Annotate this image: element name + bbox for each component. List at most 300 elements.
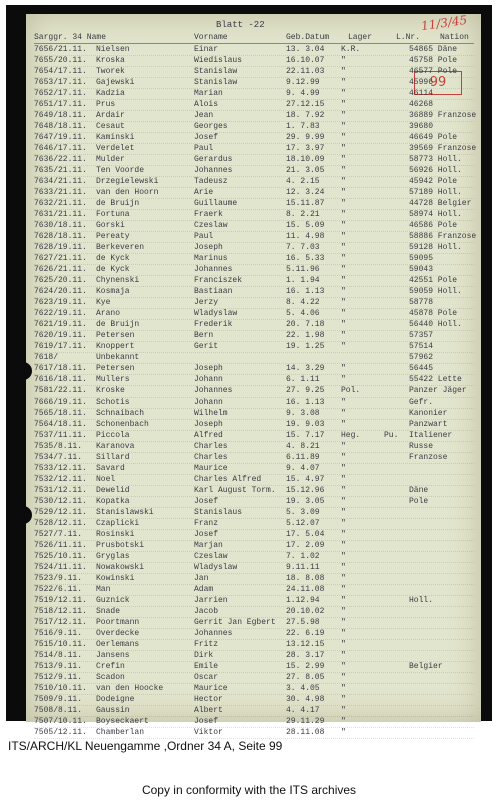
ledger-cell: Prusbotski <box>96 540 145 550</box>
ledger-row <box>34 618 474 629</box>
ledger-cell: " <box>341 716 346 726</box>
ledger-cell: Petersen <box>96 331 135 341</box>
ledger-cell: Johannes <box>194 265 233 275</box>
ledger-cell: Guznick <box>96 595 130 605</box>
ledger-cell: Dirk <box>194 650 214 660</box>
ledger-cell: 16. 1.13 <box>286 287 325 297</box>
ledger-cell: 7532/12.11. <box>34 474 87 484</box>
ledger-cell: Wilhelm <box>194 408 228 418</box>
ledger-cell: Maurice <box>194 463 228 473</box>
ledger-cell: 17. 2.09 <box>286 540 325 550</box>
ledger-cell: " <box>341 210 346 220</box>
ledger-row <box>34 662 474 673</box>
ledger-cell: Josef <box>194 133 219 143</box>
ledger-cell: 57962 <box>409 353 434 363</box>
ledger-cell: Adam <box>194 584 214 594</box>
ledger-cell: " <box>341 133 346 143</box>
ledger-cell: 56926 Holl. <box>409 166 462 176</box>
ledger-cell: 45996 <box>409 78 434 88</box>
ledger-cell: Chynenski <box>96 276 140 286</box>
ledger-cell: Stanislaw <box>194 67 238 77</box>
ledger-cell: 46577 Pole <box>409 67 458 77</box>
ledger-cell: " <box>341 188 346 198</box>
ledger-cell: 27.5.98 <box>286 617 320 627</box>
ledger-cell: 22. 6.19 <box>286 628 325 638</box>
ledger-cell: 19. 9.03 <box>286 419 325 429</box>
ledger-cell: Chamberlan <box>96 727 145 737</box>
ledger-cell: 7616/18.11. <box>34 375 87 385</box>
ledger-cell: Fortuna <box>96 210 130 220</box>
ledger-row <box>34 56 474 67</box>
ledger-cell: 13. 3.04 <box>286 45 325 54</box>
ledger-cell: 30. 4.98 <box>286 694 325 704</box>
ledger-cell: 7666/19.11. <box>34 397 87 407</box>
ledger-cell: 45758 Pole <box>409 56 458 66</box>
ledger-row <box>34 684 474 695</box>
ledger-cell: " <box>341 540 346 550</box>
ledger-cell: Guillaume <box>194 199 238 209</box>
ledger-cell: Pol. <box>341 386 361 396</box>
ledger-cell: Viktor <box>194 727 223 737</box>
ledger-cell: 5.11.96 <box>286 265 320 275</box>
ledger-cell: Sillard <box>96 452 130 462</box>
ledger-cell: Kosmaja <box>96 287 130 297</box>
ledger-cell: Pole <box>409 496 429 506</box>
ledger-cell: 16. 5.33 <box>286 254 325 264</box>
ledger-cell: Kaminski <box>96 133 135 143</box>
ledger-cell: " <box>341 694 346 704</box>
ledger-cell: Tworek <box>96 67 125 77</box>
ledger-cell: 57357 <box>409 331 434 341</box>
header-lager: Lager <box>348 33 373 42</box>
ledger-cell: " <box>341 298 346 308</box>
ledger-cell: 59095 <box>409 254 434 264</box>
ledger-cell: " <box>341 639 346 649</box>
ledger-cell: 46586 Pole <box>409 221 458 231</box>
ledger-cell: 7513/9.11. <box>34 661 83 671</box>
punch-hole <box>14 506 32 524</box>
ledger-cell: Arie <box>194 188 214 198</box>
ledger-cell: 7519/12.11. <box>34 595 87 605</box>
ledger-cell: 11. 4.98 <box>286 232 325 242</box>
ledger-cell: 7626/21.11. <box>34 265 87 275</box>
ledger-row <box>34 530 474 541</box>
ledger-cell: 55422 Lette <box>409 375 462 385</box>
ledger-cell: 39680 <box>409 122 434 132</box>
ledger-cell: Rosinski <box>96 529 135 539</box>
ledger-cell: 9. 4.07 <box>286 463 320 473</box>
ledger-cell: " <box>341 166 346 176</box>
ledger-cell: 7525/10.11. <box>34 551 87 561</box>
ledger-cell: Pereaty <box>96 232 130 242</box>
ledger-cell: 7509/9.11. <box>34 694 83 704</box>
ledger-cell: 7655/20.11. <box>34 56 87 66</box>
ledger-cell: " <box>341 265 346 275</box>
ledger-row <box>34 276 474 287</box>
ledger-cell: Jansens <box>96 650 130 660</box>
ledger-cell: Kopatka <box>96 496 130 506</box>
ledger-cell: K.R. <box>341 45 361 54</box>
ledger-cell: Man <box>96 584 111 594</box>
ledger-row <box>34 629 474 640</box>
ledger-cell: 1. 7.83 <box>286 122 320 132</box>
ledger-cell: 7524/11.11. <box>34 562 87 572</box>
ledger-row <box>34 651 474 662</box>
ledger-cell: 7632/21.11. <box>34 199 87 209</box>
ledger-cell: Oscar <box>194 672 219 682</box>
ledger-row <box>34 166 474 177</box>
ledger-cell: 45878 Pole <box>409 309 458 319</box>
ledger-row <box>34 442 474 453</box>
ledger-cell: 9. 3.08 <box>286 408 320 418</box>
ledger-cell: 7565/18.11. <box>34 408 87 418</box>
ledger-cell: 5. 4.06 <box>286 309 320 319</box>
ledger-cell: Panzer Jäger <box>409 386 467 396</box>
ledger-cell: 7. 1.02 <box>286 551 320 561</box>
ledger-row <box>34 287 474 298</box>
ledger-row <box>34 486 474 497</box>
ledger-cell: 27. 8.05 <box>286 672 325 682</box>
ledger-row <box>34 353 474 364</box>
ledger-cell: Jacob <box>194 606 219 616</box>
ledger-cell: 7508/8.11. <box>34 705 83 715</box>
ledger-cell: Paul <box>194 232 214 242</box>
ledger-cell: Petersen <box>96 364 135 374</box>
ledger-cell: 16.10.07 <box>286 56 325 66</box>
ledger-cell: 59043 <box>409 265 434 275</box>
ledger-row <box>34 464 474 475</box>
ledger-cell: 8. 4.22 <box>286 298 320 308</box>
ledger-cell: Fritz <box>194 639 219 649</box>
scanned-document-frame <box>6 5 492 737</box>
ledger-cell: Gaussin <box>96 705 130 715</box>
ledger-cell: 7617/18.11. <box>34 364 87 374</box>
header-nation: Nation <box>440 33 469 42</box>
ledger-cell: Josef <box>194 716 219 726</box>
ledger-cell: Hector <box>194 694 223 704</box>
ledger-cell: 59059 Holl. <box>409 287 462 297</box>
ledger-cell: 1.12.94 <box>286 595 320 605</box>
ledger-cell: 16. 1.13 <box>286 397 325 407</box>
ledger-cell: " <box>341 617 346 627</box>
ledger-cell: de Bruijn <box>96 199 140 209</box>
ledger-cell: " <box>341 606 346 616</box>
ledger-cell: Russe <box>409 441 434 451</box>
ledger-cell: 7624/20.11. <box>34 287 87 297</box>
ledger-cell: Stanislawski <box>96 507 154 517</box>
ledger-row <box>34 706 474 717</box>
ledger-cell: Josef <box>194 496 219 506</box>
header-lnr: L.Nr. <box>396 33 421 42</box>
ledger-cell: Schnaibach <box>96 408 145 418</box>
ledger-cell: Gajewski <box>96 78 135 88</box>
ledger-cell: Scadon <box>96 672 125 682</box>
ledger-cell: Frederik <box>194 320 233 330</box>
ledger-cell: Overdecke <box>96 628 140 638</box>
ledger-cell: Franciszek <box>194 276 243 286</box>
ledger-cell: Charles <box>194 441 228 451</box>
ledger-cell: " <box>341 683 346 693</box>
ledger-cell: Johannes <box>194 166 233 176</box>
ledger-cell: " <box>341 155 346 165</box>
ledger-cell: Boyseckaert <box>96 716 149 726</box>
ledger-cell: Wladyslaw <box>194 309 238 319</box>
ledger-cell: Oerlemans <box>96 639 140 649</box>
ledger-cell: " <box>341 452 346 462</box>
ledger-cell: 15. 2.99 <box>286 661 325 671</box>
ledger-cell: Marian <box>194 89 223 99</box>
ledger-cell: van den Hoorn <box>96 188 159 198</box>
ledger-row <box>34 320 474 331</box>
ledger-cell: 17. 5.04 <box>286 529 325 539</box>
archive-reference: ITS/ARCH/KL Neuengamme ,Ordner 34 A, Seite 99 <box>8 739 283 753</box>
ledger-cell: 45942 Pole <box>409 177 458 187</box>
ledger-cell: " <box>341 177 346 187</box>
ledger-row <box>34 177 474 188</box>
ledger-cell: 7512/9.11. <box>34 672 83 682</box>
ledger-cell: " <box>341 661 346 671</box>
ledger-cell: Nielsen <box>96 45 130 54</box>
ledger-cell: 7628/19.11. <box>34 243 87 253</box>
ledger-row <box>34 254 474 265</box>
ledger-cell: " <box>341 111 346 121</box>
ledger-cell: Berkeveren <box>96 243 145 253</box>
header-geb-datum: Geb.Datum <box>286 33 330 42</box>
ledger-cell: Heg. <box>341 430 361 440</box>
ledger-cell: Däne <box>409 485 429 495</box>
ledger-cell: 19. 3.05 <box>286 496 325 506</box>
ledger-cell: Wladyslaw <box>194 562 238 572</box>
ledger-cell: " <box>341 232 346 242</box>
ledger-cell: 24.11.08 <box>286 584 325 594</box>
ledger-cell: Mullers <box>96 375 130 385</box>
ledger-cell: Marinus <box>194 254 228 264</box>
ledger-cell: 7523/9.11. <box>34 573 83 583</box>
ledger-cell: Czeslaw <box>194 221 228 231</box>
ledger-cell: Nowakowski <box>96 562 145 572</box>
ledger-cell: 9.12.99 <box>286 78 320 88</box>
ledger-cell: 7533/12.11. <box>34 463 87 473</box>
ledger-row <box>34 67 474 78</box>
ledger-cell: 4. 4.17 <box>286 705 320 715</box>
ledger-cell: 7516/9.11. <box>34 628 83 638</box>
ledger-cell: 7651/17.11. <box>34 100 87 110</box>
ledger-cell: " <box>341 243 346 253</box>
ledger-cell: Georges <box>194 122 228 132</box>
ledger-cell: " <box>341 375 346 385</box>
ledger-row <box>34 298 474 309</box>
ledger-cell: Paul <box>194 144 214 154</box>
ledger-cell: Karanova <box>96 441 135 451</box>
ledger-cell: Joseph <box>194 364 223 374</box>
copy-notice: Copy in conformity with the ITS archives <box>141 783 357 797</box>
ledger-row <box>34 122 474 133</box>
ledger-cell: 46114 <box>409 89 434 99</box>
ledger-cell: 39569 Franzose <box>409 144 477 154</box>
ledger-cell: " <box>341 254 346 264</box>
ledger-cell: Joseph <box>194 419 223 429</box>
ledger-row <box>34 607 474 618</box>
ledger-cell: Karl August Torm. <box>194 485 276 495</box>
ledger-row <box>34 199 474 210</box>
ledger-cell: 20.10.02 <box>286 606 325 616</box>
ledger-cell: " <box>341 287 346 297</box>
ledger-cell: 1. 1.94 <box>286 276 320 286</box>
ledger-cell: 15. 5.09 <box>286 221 325 231</box>
ledger-cell: 7647/19.11. <box>34 133 87 143</box>
ledger-cell: 4. 2.15 <box>286 177 320 187</box>
ledger-row <box>34 243 474 254</box>
ledger-cell: Jean <box>194 111 214 121</box>
ledger-row <box>34 717 474 728</box>
ledger-cell: 57514 <box>409 342 434 352</box>
ledger-cell: 59128 Holl. <box>409 243 462 253</box>
ledger-row <box>34 541 474 552</box>
ledger-cell: Kroska <box>96 56 125 66</box>
ledger-cell: 7522/6.11. <box>34 584 83 594</box>
ledger-cell: Kroske <box>96 386 125 396</box>
ledger-cell: 7654/17.11. <box>34 67 87 77</box>
ledger-cell: Dewelid <box>96 485 130 495</box>
ledger-cell: Stanislaus <box>194 507 243 517</box>
ledger-cell: 7656/21.11. <box>34 45 87 54</box>
ledger-row <box>34 265 474 276</box>
ledger-cell: 5.12.07 <box>286 518 320 528</box>
ledger-cell: 15. 4.97 <box>286 474 325 484</box>
ledger-cell: 54865 Däne <box>409 45 458 54</box>
ledger-cell: 7619/17.11. <box>34 342 87 352</box>
ledger-cell: Savard <box>96 463 125 473</box>
ledger-cell: 7510/10.11. <box>34 683 87 693</box>
ledger-cell: 7564/18.11. <box>34 419 87 429</box>
ledger-cell: " <box>341 529 346 539</box>
ledger-cell: Kowinski <box>96 573 135 583</box>
ledger-cell: 58773 Holl. <box>409 155 462 165</box>
ledger-row <box>34 574 474 585</box>
ledger-cell: 7581/22.11. <box>34 386 87 396</box>
ledger-cell: Gerardus <box>194 155 233 165</box>
ledger-cell: Snade <box>96 606 121 616</box>
ledger-cell: 22.11.03 <box>286 67 325 77</box>
ledger-cell: " <box>341 518 346 528</box>
ledger-cell: " <box>341 144 346 154</box>
ledger-row <box>34 188 474 199</box>
ledger-cell: 7623/19.11. <box>34 298 87 308</box>
ledger-cell: 7529/12.11. <box>34 507 87 517</box>
ledger-row <box>34 210 474 221</box>
ledger-cell: Czaplicki <box>96 518 140 528</box>
punch-hole <box>14 362 32 380</box>
ledger-cell: " <box>341 89 346 99</box>
ledger-cell: 7625/20.11. <box>34 276 87 286</box>
ledger-cell: Stanislaw <box>194 78 238 88</box>
ledger-cell: 7652/17.11. <box>34 89 87 99</box>
ledger-cell: " <box>341 507 346 517</box>
ledger-cell: Maurice <box>194 683 228 693</box>
ledger-cell: " <box>341 56 346 66</box>
ledger-cell: 7514/8.11. <box>34 650 83 660</box>
ledger-cell: " <box>341 408 346 418</box>
ledger-cell: " <box>341 595 346 605</box>
ledger-cell: " <box>341 419 346 429</box>
ledger-cell: Wiedislaus <box>194 56 243 66</box>
ledger-cell: 56445 <box>409 364 434 374</box>
ledger-cell: 13.12.15 <box>286 639 325 649</box>
ledger-cell: " <box>341 122 346 132</box>
ledger-cell: 7517/12.11. <box>34 617 87 627</box>
ledger-cell: Ardair <box>96 111 125 121</box>
header-vorname: Vorname <box>194 33 228 42</box>
ledger-cell: 7528/12.11. <box>34 518 87 528</box>
ledger-cell: 7620/19.11. <box>34 331 87 341</box>
ledger-cell: " <box>341 441 346 451</box>
ledger-row <box>34 475 474 486</box>
ledger-cell: Crefin <box>96 661 125 671</box>
ledger-cell: 58778 <box>409 298 434 308</box>
ledger-cell: 7631/21.11. <box>34 210 87 220</box>
ledger-cell: Ten Voorde <box>96 166 145 176</box>
ledger-cell: Mulder <box>96 155 125 165</box>
ledger-cell: 29.11.29 <box>286 716 325 726</box>
ledger-cell: " <box>341 474 346 484</box>
ledger-cell: 42551 Pole <box>409 276 458 286</box>
ledger-cell: 3. 4.05 <box>286 683 320 693</box>
ledger-cell: Prus <box>96 100 116 110</box>
ledger-cell: 7636/22.11. <box>34 155 87 165</box>
ledger-cell: Verdelet <box>96 144 135 154</box>
ledger-cell: 9.11.11 <box>286 562 320 572</box>
ledger-cell: Knoppert <box>96 342 135 352</box>
ledger-cell: Noel <box>96 474 116 484</box>
ledger-cell: 29. 9.99 <box>286 133 325 143</box>
ledger-row <box>34 45 474 56</box>
ledger-page <box>26 12 481 737</box>
ledger-cell: 7527/7.11. <box>34 529 83 539</box>
ledger-row <box>34 420 474 431</box>
ledger-cell: Kadzia <box>96 89 125 99</box>
ledger-cell: " <box>341 100 346 110</box>
ledger-cell: 7621/19.11. <box>34 320 87 330</box>
ledger-cell: Gryglas <box>96 551 130 561</box>
ledger-cell: Dodeigne <box>96 694 135 704</box>
ledger-cell: 21. 3.05 <box>286 166 325 176</box>
ledger-cell: Schotis <box>96 397 130 407</box>
ledger-cell: Czeslaw <box>194 551 228 561</box>
ledger-cell: 15. 7.17 <box>286 430 325 440</box>
ledger-row <box>34 375 474 386</box>
ledger-cell: " <box>341 584 346 594</box>
ledger-cell: Italiener <box>409 430 453 440</box>
ledger-cell: " <box>341 727 346 737</box>
ledger-rows <box>34 45 477 739</box>
ledger-cell: Drzegielewski <box>96 177 159 187</box>
box-number: 99 <box>414 71 462 95</box>
ledger-cell: 19. 1.25 <box>286 342 325 352</box>
ledger-cell: " <box>341 628 346 638</box>
ledger-cell: Gorski <box>96 221 125 231</box>
ledger-cell: Jarrien <box>194 595 228 605</box>
ledger-row <box>34 111 477 122</box>
ledger-cell: Jerzy <box>194 298 219 308</box>
ledger-cell: 7515/10.11. <box>34 639 87 649</box>
ledger-row <box>34 728 474 739</box>
ledger-cell: 7630/18.11. <box>34 221 87 231</box>
ledger-row <box>34 409 474 420</box>
ledger-cell: Panzwart <box>409 419 448 429</box>
ledger-cell: 22. 1.98 <box>286 331 325 341</box>
ledger-row <box>34 563 474 574</box>
ledger-cell: " <box>341 342 346 352</box>
